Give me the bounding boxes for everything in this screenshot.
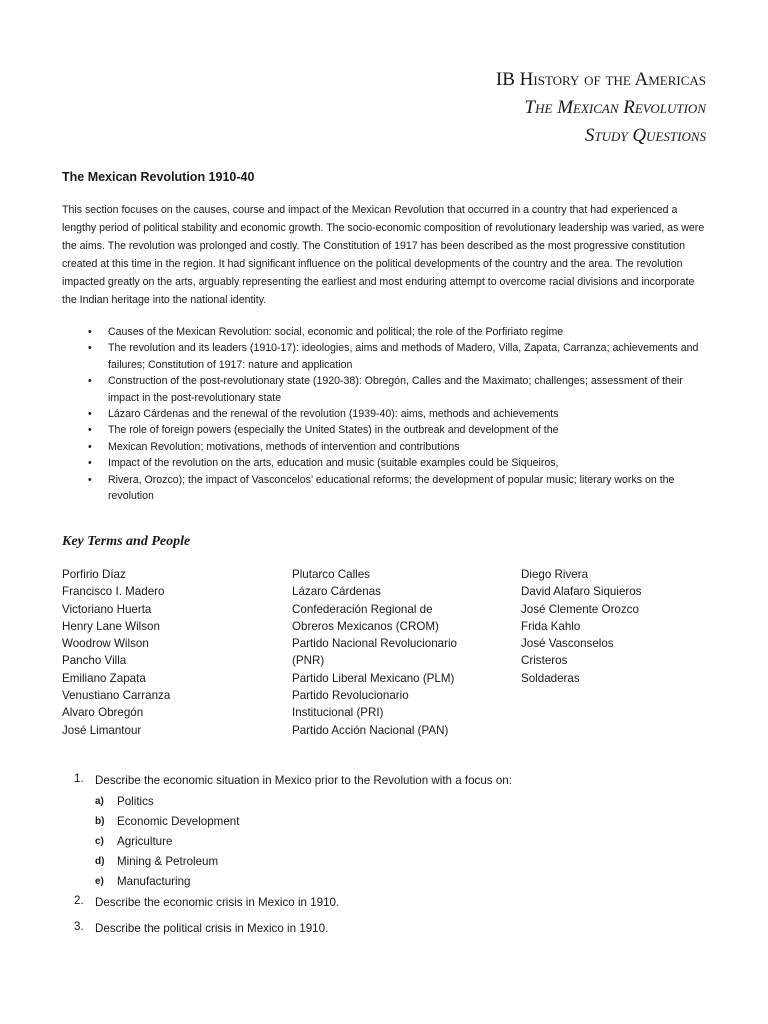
question-item: [74, 920, 714, 938]
section-title: The Mexican Revolution 1910-40: [62, 170, 255, 184]
topic-bullet-list: [62, 324, 710, 504]
key-term: Emiliano Zapata: [62, 671, 146, 685]
key-term: Frida Kahlo: [521, 619, 581, 633]
intro-paragraph: This section focuses on the causes, course and impact of the Mexican Revolution that occurred in a country that had experienced a lengthy period of political stability and economic growth. The socio-economic composition of revolutionary leadership was varied, as were the aims. The revolution was prolonged and costly. The Constitution of 1917 has been described as the most progressive constitution created at this time in the region. It had significant influence on the political developments of the country and the area. The revolution impacted greatly on the arts, arguably representing the earliest and most enduring attempt to overcome racial divisions and incorporate the Indian heritage into the national identity.: [62, 204, 705, 307]
key-term: Alvaro Obregón: [62, 706, 144, 720]
bullet-item: [62, 373, 710, 406]
key-term: Partido Acción Nacional (PAN): [292, 723, 449, 737]
bullet-text: The revolution and its leaders (1910-17): ideologies, aims and methods of Madero, Villa, Zapata, Carranza; achievements and failures; Constitution of 1917: nature and application: [108, 342, 699, 371]
bullet-item: [62, 472, 710, 505]
key-term: David Alafaro Siquieros: [521, 585, 642, 599]
bullet-item: [62, 406, 710, 422]
subitem: [95, 792, 714, 812]
question-text: Describe the economic situation in Mexico prior to the Revolution with a focus on:: [95, 774, 512, 787]
subitem-letter: e): [95, 876, 104, 887]
document-header: [496, 66, 706, 150]
question-text: Describe the economic crisis in Mexico in 1910.: [95, 896, 340, 909]
bullet-item: [62, 324, 710, 340]
question-number: 3.: [74, 920, 84, 933]
bullet-dot: •: [88, 457, 92, 470]
question-number: 2.: [74, 894, 84, 907]
subitem-text: Manufacturing: [117, 875, 191, 888]
key-term: Woodrow Wilson: [62, 637, 149, 651]
bullet-dot: •: [88, 408, 92, 421]
question-number: 1.: [74, 772, 84, 785]
key-term: Porfirio Díaz: [62, 568, 126, 581]
subitem-text: Mining & Petroleum: [117, 855, 219, 868]
key-term: José Clemente Orozco: [521, 602, 639, 616]
bullet-text: Mexican Revolution; motivations, methods of intervention and contributions: [108, 440, 460, 453]
bullet-text: Rivera, Orozco); the impact of Vasconcelos’ educational reforms; the development of popular music; literary works on the revolution: [108, 473, 675, 503]
bullet-text: The role of foreign powers (especially the United States) in the outbreak and development of the: [108, 424, 559, 437]
key-term: Venustiano Carranza: [62, 689, 171, 703]
bullet-item: [62, 439, 710, 455]
key-terms-column-2: [292, 566, 457, 739]
subitem: [95, 812, 714, 832]
question-text: Describe the political crisis in Mexico in 1910.: [95, 922, 329, 935]
key-term: Diego Rivera: [521, 568, 589, 581]
question-subitems: [95, 792, 714, 892]
key-term: Partido Nacional Revolucionario: [292, 637, 457, 651]
bullet-text: Causes of the Mexican Revolution: social, economic and political; the role of the Porfiriato regime: [108, 326, 564, 338]
key-term: José Vasconselos: [521, 637, 614, 651]
bullet-text: Construction of the post-revolutionary state (1920-38): Obregón, Calles and the Maximato; challenges; assessment of their impact in the post-revolutionary state: [108, 375, 683, 404]
key-term: Henry Lane Wilson: [62, 619, 160, 633]
key-terms-column-1: [62, 566, 170, 739]
key-term: Cristeros: [521, 654, 568, 668]
subitem: [95, 852, 714, 872]
key-term: Institucional (PRI): [292, 706, 384, 720]
key-term: Obreros Mexicanos (CROM): [292, 619, 439, 633]
subitem-letter: a): [95, 796, 104, 807]
key-term: (PNR): [292, 654, 325, 668]
bullet-dot: •: [88, 342, 92, 355]
subitem-text: Politics: [117, 795, 154, 808]
subitem-text: Agriculture: [117, 835, 173, 848]
subitem-letter: c): [95, 836, 104, 847]
key-term: Victoriano Huerta: [62, 602, 152, 616]
question-item: [74, 894, 714, 912]
key-term: Soldaderas: [521, 671, 580, 685]
bullet-dot: •: [88, 424, 92, 437]
bullet-item: [62, 422, 710, 438]
key-terms-column-3: [521, 566, 642, 687]
key-term: José Limantour: [62, 723, 142, 737]
key-term: Francisco I. Madero: [62, 585, 165, 599]
subitem: [95, 872, 714, 892]
subitem-letter: b): [95, 816, 105, 827]
key-term: Plutarco Calles: [292, 568, 370, 581]
bullet-item: [62, 455, 710, 471]
document-subtitle: Study Questions: [584, 125, 706, 146]
bullet-text: Lázaro Cárdenas and the renewal of the revolution (1939-40): aims, methods and achievements: [108, 408, 559, 421]
key-term: Partido Revolucionario: [292, 689, 409, 703]
subitem-letter: d): [95, 856, 105, 867]
question-item: [74, 772, 714, 892]
course-title: IB History of the Americas: [495, 69, 706, 90]
key-term: Partido Liberal Mexicano (PLM): [292, 671, 455, 685]
subitem: [95, 832, 714, 852]
bullet-item: [62, 340, 710, 373]
key-term: Pancho Villa: [62, 654, 127, 668]
bullet-dot: •: [88, 375, 92, 388]
unit-title: The Mexican Revolution: [524, 97, 706, 118]
key-terms-heading: Key Terms and People: [62, 534, 191, 549]
bullet-dot: •: [88, 473, 92, 486]
subitem-text: Economic Development: [117, 815, 240, 828]
bullet-dot: •: [88, 326, 92, 338]
bullet-dot: •: [88, 440, 92, 453]
study-questions-list: [74, 772, 714, 938]
key-term: Confederación Regional de: [292, 602, 433, 616]
key-term: Lázaro Cárdenas: [292, 585, 381, 599]
bullet-text: Impact of the revolution on the arts, education and music (suitable examples could be Siqueiros,: [108, 457, 559, 470]
